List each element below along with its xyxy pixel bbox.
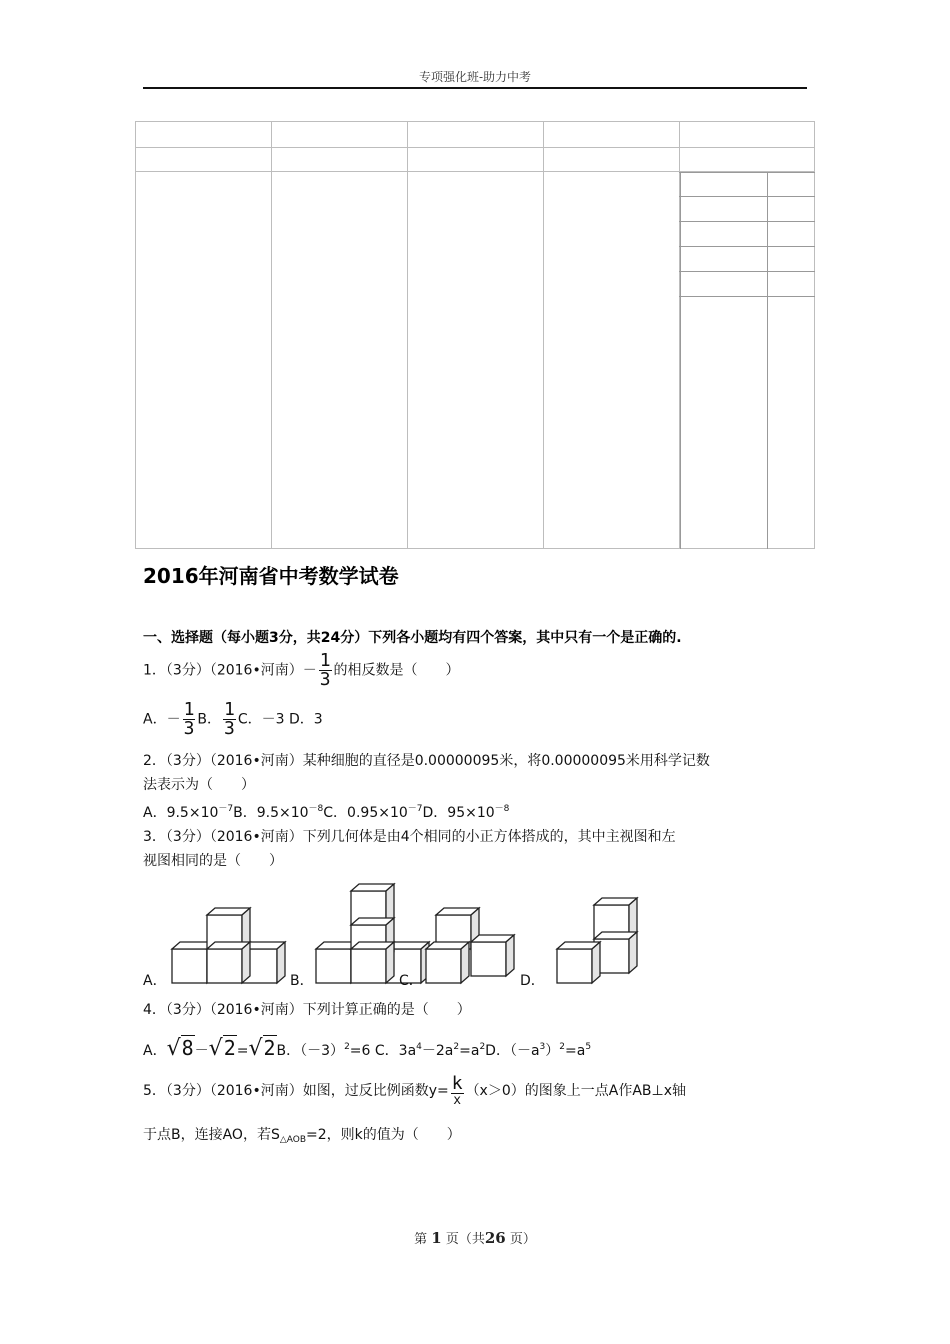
q2-option-c: C．0.95×10	[323, 805, 408, 821]
q2-option-b: B．9.5×10	[233, 805, 309, 821]
header-rule	[143, 87, 807, 89]
q5-frac-den: x	[453, 1093, 462, 1108]
q5-frac-num: k	[451, 1073, 463, 1094]
q1-a-fraction	[183, 701, 196, 738]
running-header: 专项强化班-助力中考	[418, 70, 532, 84]
q3-figure-d	[557, 898, 637, 983]
q4-exp-d3: 5	[585, 1042, 592, 1052]
footer-mid: 页（共	[445, 1232, 485, 1247]
q4-exp-c2: 2	[453, 1042, 460, 1052]
page-footer	[0, 1228, 950, 1247]
empty-table-grid	[135, 121, 815, 549]
footer-total-pages: 26	[484, 1229, 506, 1247]
q2-exp-a: －7	[218, 804, 234, 814]
q4-rad1: 8	[181, 1036, 194, 1060]
q5-suffix: （x＞0）的图象上一点A作AB⊥x轴	[465, 1083, 686, 1099]
question-1	[143, 652, 460, 689]
q5-line2-a: 于点B，连接AO，若S	[143, 1127, 280, 1143]
q1-prefix: 1．（3分）（2016•河南）－	[143, 662, 317, 679]
q4-option-b: B．（－3）	[276, 1043, 345, 1059]
sqrt-icon: √	[248, 1036, 263, 1061]
q4-eq-c: =a	[459, 1043, 480, 1059]
q2-exp-c: －7	[407, 804, 423, 814]
exam-title: 2016年河南省中考数学试卷	[143, 564, 399, 588]
q4-exp-c1: 4	[416, 1042, 422, 1052]
q1-frac-num: 1	[319, 650, 331, 671]
question-1-options	[143, 701, 323, 738]
q3-label-d: D．	[520, 973, 545, 989]
q3-figure-b	[316, 884, 429, 983]
footer-post: 页）	[509, 1232, 536, 1247]
q2-option-a: A．9.5×10	[143, 805, 219, 821]
q1-suffix: 的相反数是（ ）	[333, 662, 460, 679]
question-2-options	[143, 798, 509, 824]
q4-option-a: A．	[143, 1043, 167, 1059]
q1-b-fraction	[223, 701, 236, 738]
q4-exp-d2: 2	[559, 1042, 565, 1052]
section-heading: 一、选择题（每小题3分，共24分）下列各小题均有四个答案，其中只有一个是正确的.	[143, 630, 682, 646]
q5-line2-b: =2，则k的值为（ ）	[306, 1127, 461, 1143]
q4-rad2: 2	[223, 1036, 236, 1060]
q3-figure-c	[426, 908, 514, 983]
footer-pre: 第	[414, 1232, 428, 1247]
q4-exp-d1: 3	[539, 1042, 546, 1052]
q1-frac-den: 3	[319, 669, 331, 690]
q4-eq: =	[236, 1043, 249, 1059]
q3-label-a: A．	[143, 973, 167, 989]
q5-prefix: 5．（3分）（2016•河南）如图，过反比例函数y=	[143, 1083, 449, 1099]
q1-options-rest: C．－3 D．3	[237, 711, 323, 728]
q4-minus: －	[194, 1043, 209, 1059]
q4-close-d: ）	[545, 1043, 560, 1059]
q2-option-d: D．95×10	[422, 805, 495, 821]
q4-mid-c: －2a	[421, 1043, 454, 1059]
q5-line2-sub: △AOB	[279, 1135, 307, 1145]
sqrt-icon: √	[208, 1036, 223, 1061]
q3-label-b: B．	[290, 973, 314, 989]
q2-exp-d: －8	[494, 804, 510, 814]
sqrt-icon: √	[166, 1036, 181, 1061]
q4-eq-b: =6 C．3a	[349, 1043, 417, 1059]
question-3-line1: 3．（3分）（2016•河南）下列几何体是由4个相同的小正方体搭成的，其中主视图和左	[143, 829, 676, 845]
q3-figure-a	[172, 908, 285, 983]
q4-exp-c3: 2	[479, 1042, 486, 1052]
q1-option-b: B．	[197, 711, 222, 728]
question-2-line2: 法表示为（ ）	[143, 777, 255, 793]
question-4-options	[143, 1036, 591, 1062]
q4-option-d: D．（－a	[485, 1043, 540, 1059]
q1-b-den: 3	[224, 718, 235, 739]
q5-fraction	[451, 1075, 464, 1107]
question-5-line2	[143, 1124, 461, 1151]
q1-a-num: 1	[183, 699, 195, 720]
q3-label-c: C．	[399, 973, 423, 989]
question-3-line2: 视图相同的是（ ）	[143, 853, 283, 869]
q1-option-a: A．－	[143, 711, 181, 728]
question-5-line1	[143, 1075, 686, 1107]
q1-b-num: 1	[224, 699, 235, 720]
footer-page-number: 1	[431, 1229, 442, 1247]
q1-fraction	[319, 652, 332, 689]
q4-eq-d: =a	[565, 1043, 586, 1059]
question-2-line1: 2．（3分）（2016•河南）某种细胞的直径是0.00000095米，将0.00000095米用科学记数	[143, 753, 710, 769]
q4-rad3: 2	[263, 1036, 276, 1060]
q4-exp-b: 2	[344, 1042, 350, 1052]
question-4-line1: 4．（3分）（2016•河南）下列计算正确的是（ ）	[143, 1002, 471, 1018]
q1-a-den: 3	[183, 718, 195, 739]
q2-exp-b: －8	[308, 804, 324, 814]
